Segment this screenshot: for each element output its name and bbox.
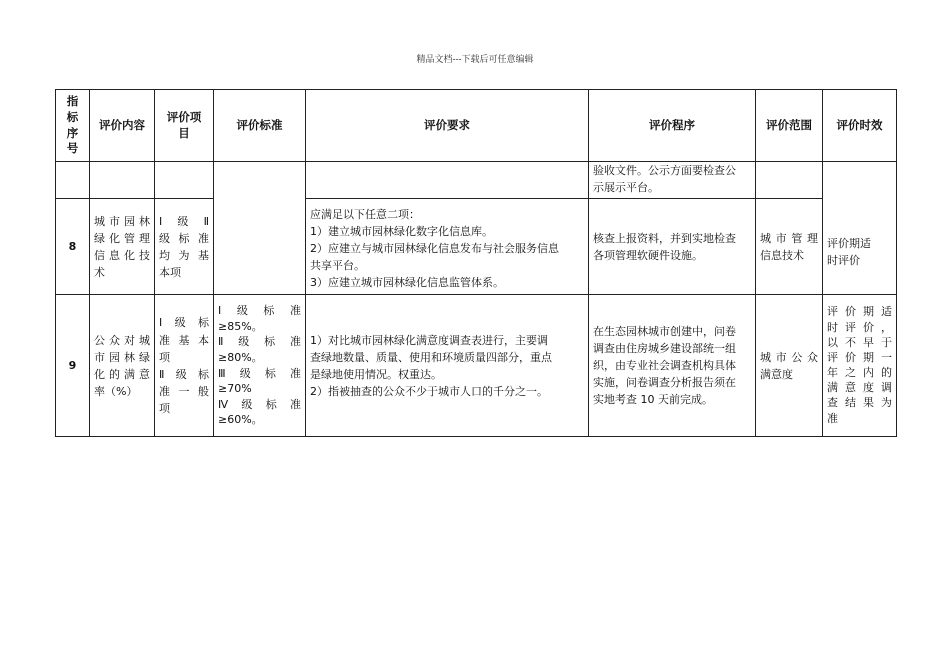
row9-requirement-line: 2）指被抽查的公众不少于城市人口的千分之一。 (310, 384, 548, 398)
row8-content-line: 术 (94, 265, 105, 279)
header-index (56, 90, 90, 162)
row9-content-line: 化的满意 (94, 367, 150, 381)
row9-timing-line: 满 意 度 调 (827, 381, 892, 395)
row9-scope-line: 满意度 (760, 367, 793, 381)
row9-procedure-line: 在生态园林城市创建中，问卷 (593, 324, 736, 338)
row9-requirement-cell (306, 295, 589, 437)
row9-standard-line: Ⅲ 级 标 准 (218, 366, 301, 380)
row9-requirement-line: 是绿地使用情况。权重达。 (310, 367, 442, 381)
cont-procedure-cell (589, 162, 756, 199)
row8-requirement-line: 共享平台。 (310, 259, 365, 273)
header-standard: 评价标准 (214, 90, 306, 162)
row9-content-cell (90, 295, 155, 437)
row9-standard-cell (214, 295, 306, 437)
row9-item-line: 项 (159, 350, 170, 364)
row9-item-line: 项 (159, 401, 170, 415)
row9-item-line: Ⅰ 级 标 (159, 316, 209, 330)
row9-procedure-line: 织，由专业社会调查机构具体 (593, 359, 736, 373)
row8-requirement-line: 应满足以下任意二项： (310, 207, 420, 221)
row9-timing-line: 评 价 期 适 (827, 305, 892, 319)
standard-merged-cell (214, 162, 306, 295)
row9-standard-line: Ⅱ 级 标 准 (218, 335, 301, 349)
row9-timing-line: 查 结 果 为 (827, 396, 892, 410)
row8-timing-line: 时评价 (827, 254, 860, 268)
header-index-text: 指标序号 (66, 94, 79, 156)
row9-procedure-line: 调查由住房城乡建设部统一组 (593, 342, 736, 356)
row9-timing-line: 时 评 价 ， (827, 320, 892, 334)
header-item-text: 评价项目 (166, 109, 202, 140)
row8-content-line: 绿化管理 (94, 231, 150, 245)
header-requirement: 评价要求 (306, 90, 589, 162)
table-row-9 (56, 295, 897, 437)
header-timing: 评价时效 (823, 90, 897, 162)
cont-procedure-line: 示展示平台。 (593, 181, 659, 195)
row9-item-line: Ⅱ 级 标 (159, 367, 209, 381)
row9-timing-line: 评 价 期 一 (827, 350, 892, 364)
page-watermark: 精品文档---下载后可任意编辑 (416, 55, 534, 65)
cont-content-cell (90, 162, 155, 199)
row9-scope-line: 城 市 公 众 (760, 350, 818, 364)
row9-timing-cell (823, 295, 897, 437)
row9-item-line: 准 基 本 (159, 333, 209, 347)
row8-scope-line: 信息技术 (760, 248, 804, 262)
row9-procedure-line: 实施，问卷调查分析报告须在 (593, 376, 736, 390)
row9-item-cell (155, 295, 214, 437)
row8-procedure-line: 各项管理软硬件设施。 (593, 248, 703, 262)
cont-requirement-cell (306, 162, 589, 199)
row8-item-line: 级 标 准 (159, 231, 209, 245)
header-item (155, 90, 214, 162)
row8-content-line: 城市园林 (94, 214, 150, 228)
row8-content-cell (90, 199, 155, 295)
row9-procedure-line: 实地考查 10 天前完成。 (593, 393, 713, 407)
row9-standard-line: ≥85%。 (218, 319, 263, 333)
row8-index: 8 (56, 199, 90, 295)
header-procedure: 评价程序 (589, 90, 756, 162)
header-row (56, 90, 897, 162)
row8-timing-line: 评价期适 (827, 237, 871, 250)
row8-requirement-line: 1）建立城市园林绿化数字化信息库。 (310, 225, 493, 239)
row9-item-line: 准 一 般 (159, 384, 209, 398)
row8-item-line: 均 为 基 (159, 248, 209, 262)
row9-content-line: 公众对城 (94, 333, 150, 347)
row8-requirement-cell (306, 199, 589, 295)
row8-scope-line: 城 市 管 理 (760, 231, 818, 245)
row9-standard-line: Ⅰ 级 标 准 (218, 304, 301, 318)
row9-standard-line: ≥60%。 (218, 413, 263, 427)
header-scope: 评价范围 (756, 90, 823, 162)
row9-requirement-line: 1）对比城市园林绿化满意度调查表进行，主要调 (310, 333, 548, 347)
evaluation-table (55, 89, 897, 437)
row8-content-line: 信息化技 (94, 248, 150, 262)
row9-content-line: 市园林绿 (94, 350, 150, 364)
row8-timing-cell (823, 162, 897, 295)
row8-item-line: 本项 (159, 265, 181, 279)
row9-timing-line: 以 不 早 于 (827, 335, 892, 349)
cont-procedure-line: 验收文件。公示方面要检查公 (593, 164, 736, 177)
row9-content-line: 率（%） (94, 384, 138, 398)
cont-item-cell (155, 162, 214, 199)
row9-index: 9 (56, 295, 90, 437)
row8-scope-cell (756, 199, 823, 295)
table-row-8 (56, 199, 897, 295)
row9-timing-line: 年 之 内 的 (827, 366, 892, 380)
row9-scope-cell (756, 295, 823, 437)
row9-procedure-cell (589, 295, 756, 437)
row9-standard-line: ≥80%。 (218, 350, 263, 364)
row8-item-cell (155, 199, 214, 295)
row9-timing-line: 准 (827, 411, 838, 425)
row8-requirement-line: 2）应建立与城市园林绿化信息发布与社会服务信息 (310, 242, 559, 256)
table-row-continued (56, 162, 897, 199)
row9-standard-line: ≥70% (218, 382, 252, 396)
cont-scope-cell (756, 162, 823, 199)
cont-index-cell (56, 162, 90, 199)
row9-requirement-line: 查绿地数量、质量、使用和环境质量四部分，重点 (310, 350, 552, 364)
header-content: 评价内容 (90, 90, 155, 162)
row8-requirement-line: 3）应建立城市园林绿化信息监管体系。 (310, 276, 504, 290)
row8-procedure-line: 核查上报资料，并到实地检查 (593, 231, 736, 245)
row9-standard-line: Ⅳ 级 标 准 (218, 397, 301, 411)
row8-item-line: Ⅰ 级 Ⅱ (159, 214, 209, 228)
row8-procedure-cell (589, 199, 756, 295)
